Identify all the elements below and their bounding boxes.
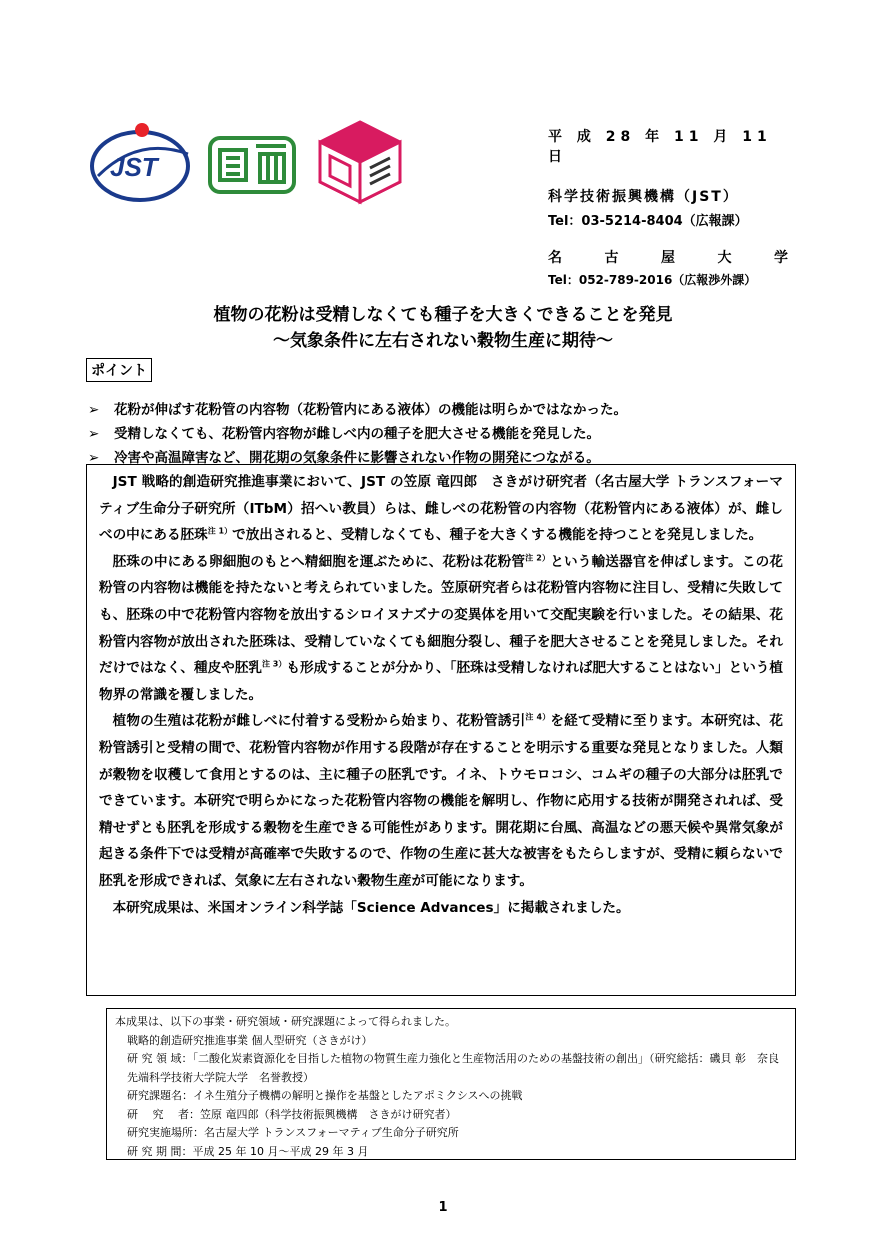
text-span: という輸送器官を伸ばします。この花粉管の内容物は機能を持たないと考えられていました。笠原研究者らは花粉管内容物に注目し、受精に失敗しても、胚珠の中で花粉管内容物を放出するシロイヌナズナの変異体を用いて交配実験を行いました。その結果、花粉管内容物が放出された胚珠は、受精していなくても細胞分裂し、種子を肥大させることを発見しました。それだけではなく、種皮や胚乳 — [99, 553, 783, 677]
jst-logo-text: JST — [110, 152, 158, 182]
funding-intro: 本成果は、以下の事業・研究領域・研究課題によって得られました。 — [115, 1015, 456, 1028]
list-item — [88, 422, 808, 446]
org-nagoya-char: 古 — [604, 250, 619, 266]
org-nagoya — [548, 247, 788, 267]
funding-info-box — [106, 1008, 796, 1160]
funding-topic: 研究課題名：イネ生殖分子機構の解明と操作を基盤としたアポミクシスへの挑戦 — [127, 1089, 523, 1102]
text-span: で放出されると、受精しなくても、種子を大きくする機能を持つことを発見しました。 — [232, 527, 763, 544]
org-jst: 科学技術振興機構（JST） — [548, 189, 739, 205]
list-item — [88, 398, 808, 422]
logo-group — [88, 112, 428, 212]
points-list — [88, 398, 808, 470]
text-span: JST 戦略的創造研究推進事業において、JST の笠原 竜四郎 さきがけ研究者（名古屋大学 トランスフォーマティブ生命分子研究所（ITbM）招へい教員）らは、雌しべの花粉管の内容物（花粉管内にある液体）が、雌しべの中にある胚珠 — [99, 474, 783, 544]
tel-jst: Tel：03-5214-8404（広報課） — [548, 214, 748, 229]
footnote-ref: 注 1） — [207, 526, 233, 536]
funding-researcher: 研 究 者：笠原 竜四郎（科学技術振興機構 さきがけ研究者） — [127, 1107, 457, 1121]
nagoya-university-logo — [206, 132, 298, 198]
jst-logo — [88, 116, 198, 206]
point-text: 受精しなくても、花粉管内容物が雌しべ内の種子を肥大させる機能を発見した。 — [114, 426, 600, 442]
funding-program: 戦略的創造研究推進事業 個人型研究（さきがけ） — [127, 1033, 373, 1047]
footnote-ref: 注 2） — [525, 553, 551, 563]
org-nagoya-char: 学 — [774, 250, 788, 266]
summary-paragraph — [99, 469, 783, 549]
summary-paragraph — [99, 708, 783, 894]
points-label: ポイント — [86, 358, 152, 382]
itbm-logo — [314, 116, 406, 206]
arrow-bullet-icon: ➢ — [88, 426, 100, 442]
footnote-ref: 注 3） — [262, 659, 287, 669]
page-subtitle: ～気象条件に左右されない穀物生産に期待～ — [273, 331, 613, 351]
arrow-bullet-icon: ➢ — [88, 402, 100, 418]
page-number: 1 — [438, 1200, 448, 1215]
org-nagoya-char: 大 — [717, 250, 732, 266]
tel-nagoya: Tel：052-789-2016（広報渉外課） — [548, 273, 757, 287]
page-title: 植物の花粉は受精しなくても種子を大きくできることを発見 — [213, 305, 673, 325]
point-text: 花粉が伸ばす花粉管の内容物（花粉管内にある液体）の機能は明らかではなかった。 — [114, 402, 627, 418]
text-span: 植物の生殖は花粉が雌しべに付着する受粉から始まり、花粉管誘引 — [112, 713, 526, 730]
text-span: 胚珠の中にある卵細胞のもとへ精細胞を運ぶために、花粉は花粉管 — [112, 553, 526, 570]
org-nagoya-char: 名 — [548, 250, 562, 266]
summary-paragraph: 本研究成果は、米国オンライン科学誌「Science Advances」に掲載されました。 — [112, 899, 630, 916]
funding-period: 研 究 期 間：平成 25 年 10 月～平成 29 年 3 月 — [127, 1144, 369, 1158]
summary-box — [86, 464, 796, 996]
release-date: 平 成 28 年 11 月 11 日 — [548, 129, 772, 165]
funding-area: 研 究 領 域：「二酸化炭素資源化を目指した植物の物質生産力強化と生産物活用のための基盤技術の創出」（研究総括：磯貝 彰 奈良先端科学技術大学院大学 名誉教授） — [127, 1052, 779, 1084]
text-span: を経て受精に至ります。本研究は、花粉管誘引と受精の間で、花粉管内容物が作用する段階が存在することを明示する重要な発見となりました。人類が穀物を収穫して食用とするのは、主に種子の胚乳です。イネ、トウモロコシ、コムギの種子の大部分は胚乳でできています。本研究で明らかになった花粉管内容物の機能を解明し、作物に応用する技術が開発されれば、受精せずとも胚乳を形成する穀物を生産できる可能性があります。開花期に台風、高温などの悪天候や異常気象が起きる条件下では受精が高確率で失敗するので、作物の生産に甚大な被害をもたらしますが、受精に頼らないで胚乳を形成できれば、気象に左右されない穀物生産が可能になります。 — [99, 713, 783, 889]
arrow-bullet-icon: ➢ — [88, 450, 100, 466]
summary-paragraph — [99, 549, 783, 709]
header-contact — [548, 126, 798, 288]
funding-institution: 研究実施場所：名古屋大学 トランスフォーマティブ生命分子研究所 — [127, 1126, 459, 1139]
org-nagoya-char: 屋 — [661, 250, 675, 266]
text-span: も形成することが分かり、「胚珠は受精しなければ肥大することはない」という植物界の常識を覆しました。 — [99, 660, 783, 703]
footnote-ref: 注 4） — [525, 712, 551, 722]
point-text: 冷害や高温障害など、開花期の気象条件に影響されない作物の開発につながる。 — [114, 450, 600, 466]
